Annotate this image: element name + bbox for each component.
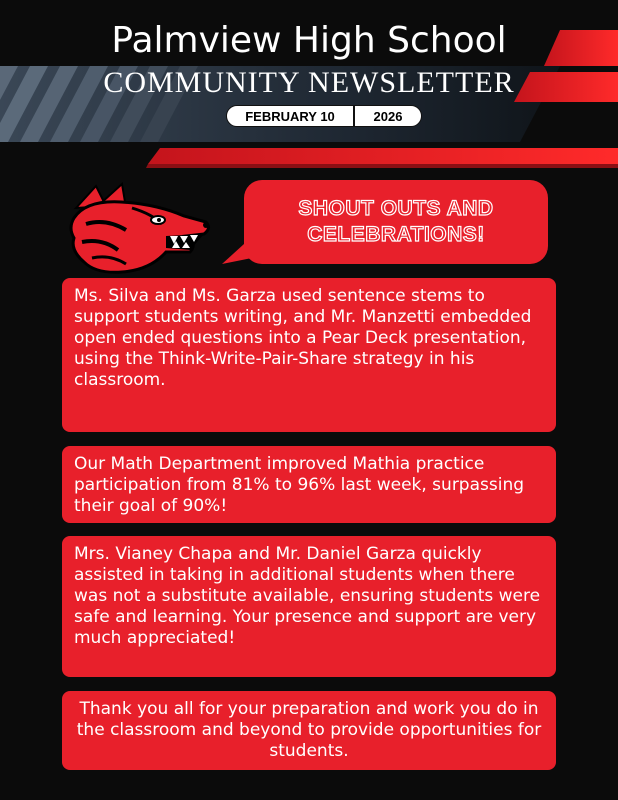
wolf-mascot-icon (66, 178, 216, 278)
date-month-day: FEBRUARY 10 (226, 105, 354, 127)
shoutout-card: Our Math Department improved Mathia practice participation from 81% to 96% last week, surpassing their goal of 90%! (62, 446, 556, 523)
section-heading-bubble (244, 180, 548, 264)
shoutout-card: Mrs. Vianey Chapa and Mr. Daniel Garza quickly assisted in taking in additional students when there was not a substitute available, ensuring students were safe and learning. Your presence and support are very much appreciated! (62, 536, 556, 677)
section-heading-line2: CELEBRATIONS! (307, 223, 485, 246)
date-year: 2026 (354, 105, 422, 127)
date-badge (226, 105, 422, 127)
shoutout-card: Ms. Silva and Ms. Garza used sentence stems to support students writing, and Mr. Manzetti embedded open ended questions into a Pear Deck presentation, using the Think-Write-Pair-Share strategy in his classroom. (62, 278, 556, 432)
school-name: Palmview High School (111, 20, 507, 61)
newsletter-title: COMMUNITY NEWSLETTER (103, 66, 515, 99)
closing-message-card: Thank you all for your preparation and work you do in the classroom and beyond to provide opportunities for students. (62, 691, 556, 770)
section-heading-line1: SHOUT OUTS AND (298, 197, 494, 220)
